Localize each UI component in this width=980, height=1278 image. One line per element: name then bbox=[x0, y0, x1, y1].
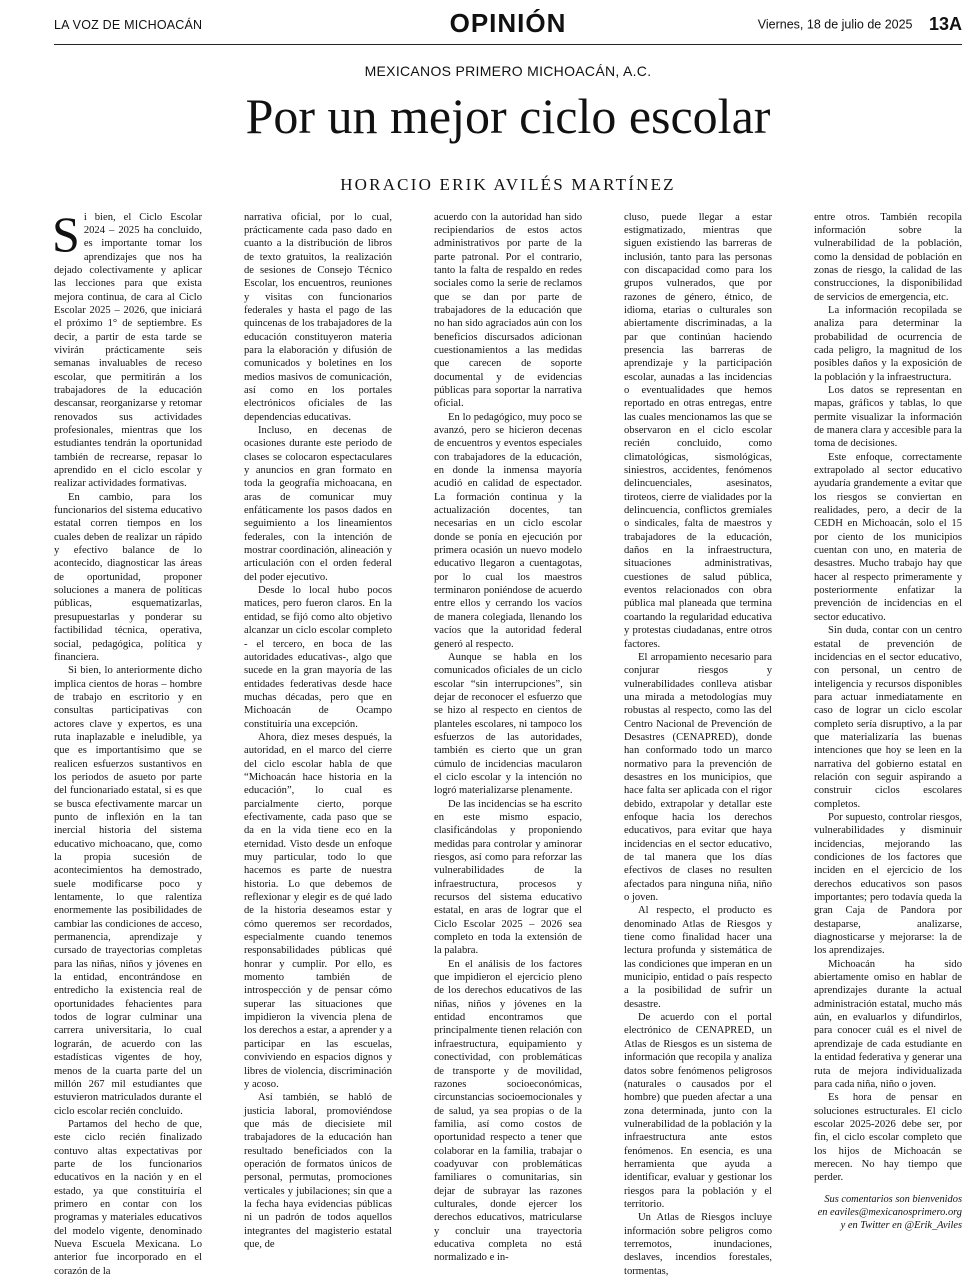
contact-email: en eaviles@mexicanosprimero.org bbox=[817, 1206, 962, 1218]
article-column-1 bbox=[52, 205, 202, 1277]
article-paragraph: De las incidencias se ha escrito en este mismo espacio, clasificándolas y proponiendo medidas para controlar y aminorar riesgos, así como para reforzar las vulnerabilidades de la infraestructura, procesos y recursos del sistema educativo estatal, en aras de lograr que el Ciclo Escolar 2025 – 2026 sea completo en toda la extensión de la palabra. bbox=[434, 798, 582, 957]
author-contact-note bbox=[814, 1193, 962, 1233]
article-paragraph: El arropamiento necesario para conjurar riesgos y vulnerabilidades conlleva atisbar una mirada a metodologías muy robustas al respecto, como las del Centro Nacional de Prevención de Desastres (CENAPRED), donde han conformado todo un marco normativo para la prevención de desastres en los municipios, que hace falta ser aplicada con el rigor debido, extrapolar y detallar este enfoque hacia los derechos educativos, para evitar que haya incidencias en el sector educativo, de tal manera que los días efectivos de clases no resulten afectados para ninguna niña, niño o joven. bbox=[624, 651, 772, 904]
article-paragraph: La información recopilada se analiza para determinar la probabilidad de ocurrencia de cada peligro, la magnitud de los posibles daños y la exposición de la población y la infraestructura. bbox=[814, 304, 962, 383]
article-paragraph: Así también, se habló de justicia laboral, promoviéndose que más de diecisiete mil trabajadores de la educación han resultado beneficiados con la operación de formatos únicos de personal, permutas, promociones verticales y jubilaciones; sin que a la fecha haya evidencias públicas ni un padrón de todos aquellos integrantes del magisterio estatal que, de bbox=[244, 1092, 392, 1250]
page-header bbox=[54, 6, 962, 45]
article-paragraph: Incluso, en decenas de ocasiones durante este periodo de clases se colocaron espectaculares y anuncios en gran formato en toda la geografía michoacana, en aras de comunicar muy enfáticamente los pasos dados en seguimiento a los lineamientos federales, con la intención de mostrar coordinación, alineación y articulación con el orden federal del poder ejecutivo. bbox=[244, 425, 392, 583]
article-paragraph: Aunque se habla en los comunicados oficiales de un ciclo escolar “sin interrupciones”, sin dejar de reconocer el esfuerzo que se hizo al respecto en cientos de planteles escolares, ni tampoco los esfuerzos de las autoridades, también es cierto que un gran cúmulo de incidencias macularon el ciclo escolar y la intención no logró materializarse plenamente. bbox=[434, 651, 582, 797]
issue-date: Viernes, 18 de julio de 2025 bbox=[757, 17, 913, 32]
article-kicker: MEXICANOS PRIMERO MICHOACÁN, A.C. bbox=[364, 63, 652, 79]
article-paragraph: Partamos del hecho de que, este ciclo recién finalizado contuvo altas expectativas por parte de los funcionarios educativos en la nación y en el estado, ya que constituiría el primero en contar con los programas y materiales educativos del modelo vigente, denominado Nueva Escuela Mexicana. Lo anterior fue incorporado en el corazón de la bbox=[54, 1118, 202, 1277]
article-column-2 bbox=[244, 211, 392, 1250]
article-column-3 bbox=[434, 211, 582, 1264]
article-column-5 bbox=[814, 211, 962, 1231]
contact-line: Sus comentarios son bienvenidos bbox=[824, 1193, 962, 1205]
article-paragraph: En cambio, para los funcionarios del sistema educativo estatal corren tiempos en los cuales deben de realizar un rápido y efectivo balance de lo acontecido, diagnosticar las áreas de oportunidad, proponer soluciones a manera de políticas públicas, esquematizarlas, presupuestarlas y ponderar su factibilidad técnica, operativa, social, pedagógica, política y financiera. bbox=[54, 491, 202, 663]
article-paragraph: Al respecto, el producto es denominado Atlas de Riesgos y tiene como finalidad hacer una lectura profunda y sistemática de las condiciones que imperan en un municipio, entidad o país respecto a la posibilidad de sufrir un desastre. bbox=[624, 905, 772, 1010]
article-paragraph: En el análisis de los factores que impidieron el ejercicio pleno de los derechos educativos de las niñas, niños y jóvenes en la entidad encontramos que principalmente tienen relación con infraestructura, equipamiento y conectividad, con problemáticas de transporte y de movilidad, razones socioeconómicas, circunstancias socioemocionales y de salud, ya sea propias o de la familia, así como costos de oportunidad respecto a tener que colaborar en la familia, trabajar o coadyuvar con problemáticas familiares o comunitarias, sin dejar de subrayar las razones culturales, donde ejercer los derechos educativos, matricularse y concluir una trayectoria educativa completa no está normalizado e in- bbox=[434, 958, 582, 1264]
article-paragraph: Los datos se representan en mapas, gráficos y tablas, lo que permite visualizar la información de manera clara y accesible para la toma de decisiones. bbox=[814, 384, 962, 450]
article-paragraph: cluso, puede llegar a estar estigmatizado, mientras que siguen existiendo las barreras de inclusión, tanto para las personas con discapacidad como para los grupos vulnerados, que por razones de género, étnico, de idioma, etarias o culturales son abiertamente discriminadas, a la par que continúan haciendo presencia las barreras de aprendizaje y la participación escolar, aunadas a las incidencias o eventualidades que hemos reportado en otras entregas, entre las cuales mencionamos las que se observaron en el ciclo escolar recién concluido, como climatológicas, sismológicas, siniestros, accidentes, fenómenos delincuenciales, asesinatos, tiroteos, cierre de vialidades por la delincuencia, conflictos gremiales o sindicales, falta de maestros y trabajadores de la educación, daños en la infraestructura, situaciones administrativas, cuestiones de salud pública, eventos relacionados con obra pública mal planeada que termina coartando la regularidad educativa y protestas ciudadanas, entre otros factores. bbox=[624, 211, 772, 650]
article-paragraph: Sin duda, contar con un centro estatal de prevención de incidencias en el sector educativo, con personal, un centro de inteligencia y recursos disponibles para actuar inmediatamente en caso de lograr un ciclo escolar completo sería disruptivo, a la par que materializaría las buenas intenciones que hoy se leen en la narrativa del gobierno estatal en relación con seguir aspirando a construir ciclos escolares completos. bbox=[814, 625, 962, 810]
article-paragraph: Desde lo local hubo pocos matices, pero fueron claros. En la entidad, se fijó como alto objetivo alcanzar un ciclo escolar completo - el tercero, en boca de las autoridades educativas-, algo que sucede en la gran mayoría de las entidades federativas desde hace muchas décadas, pero que en Michoacán de Ocampo constituiría una excepción. bbox=[244, 585, 392, 730]
article-paragraph: Ahora, diez meses después, la autoridad, en el marco del cierre del ciclo escolar habla de que “Michoacán hace historia en la educación”, lo cual es parcialmente cierto, porque efectivamente, cada paso que se da en la vida tiene eco en la eternidad. Visto desde un enfoque muy particular, todo lo que hacemos es parte de nuestra historia. Lo que debemos de reflexionar y elegir es de qué lado de la historia deseamos estar y cómo queremos ser recordados, especialmente cuando tenemos responsabilidades públicas qué honrar y cumplir. Por ello, es momento también de introspección y de pensar cómo superar las situaciones que impidieron la vivencia plena de los derechos a estar, a aprender y a participar en las escuelas, conviviendo en espacios dignos y libres de violencia, discriminación y acoso. bbox=[244, 731, 392, 1090]
article-paragraph: Michoacán ha sido abiertamente omiso en hablar de aprendizajes durante la actual administración estatal, mucho más aún, en evaluarlos y difundirlos, para conocer cuál es el nivel de aprendizaje de cada estudiante en la entidad federativa y generar una ruta de mejora individualizada para cada niña, niño o joven. bbox=[814, 958, 962, 1090]
header-meta bbox=[758, 14, 962, 35]
article-paragraph: entre otros. También recopila información sobre la vulnerabilidad de la población, como la densidad de población en zonas de riesgo, la calidad de las construcciones, la disponibilidad de servicios de emergencia, etc. bbox=[814, 211, 962, 303]
article-paragraph: Un Atlas de Riesgos incluye información sobre peligros como terremotos, inundaciones, deslaves, incendios forestales, tormentas, bbox=[624, 1212, 772, 1277]
article-paragraph: Si bien, el Ciclo Escolar 2024 – 2025 ha concluido, es importante tomar los aprendizajes que nos ha dejado colectivamente y aplicar las lecciones para que exista mejora continua, de cara al Ciclo Escolar 2025 – 2026, que iniciará el próximo 1° de septiembre. Es decir, a partir de esta tarde se vivirán prácticamente seis semanas invaluables de receso escolar, que permitirán a los trabajadores de la educación descansar, reorganizarse y retomar renovados sus actividades profesionales, mientras que los estudiantes tendrán la oportunidad también de recrearse, repasar lo aprendido en el ciclo escolar y realizar actividades formativas. bbox=[52, 205, 202, 490]
article-paragraph: Por supuesto, controlar riesgos, vulnerabilidades y disminuir incidencias, mejorando las condiciones de los factores que inciden en el ejercicio de los derechos educativos son pasos importantes; pero todavía queda la gran Caja de Pandora por destaparse, analizarse, diagnosticarse y mejorarse: la de los aprendizajes. bbox=[814, 811, 962, 957]
article-paragraph: En lo pedagógico, muy poco se avanzó, pero se hicieron decenas de encuentros y eventos especiales con trabajadores de la educación, en donde la inmensa mayoría acudió en calidad de espectador. La formación continua y la actualización docentes, tan necesarias en un ciclo escolar donde se ponía en ejecución por primera ocasión un nuevo modelo educativo llegaron a cuentagotas, por lo cual los maestros terminaron poniéndose de acuerdo entre ellos y cerrando los vacíos de manera colegiada, llenando los vacíos que la autoridad federal generó al respecto. bbox=[434, 411, 582, 650]
newspaper-page bbox=[0, 6, 980, 1277]
article-paragraph: narrativa oficial, por lo cual, prácticamente cada paso dado en cuanto a la distribución de libros de texto gratuitos, la realización de sesiones de Consejo Técnico Escolar, los encuentros, reuniones y visitas con funcionarios federales y hasta el pago de las quincenas de los trabajadores de la educación constituyeron materia para la elaboración y difusión de comunicados y boletines en los medios masivos de comunicación, así como en los portales electrónicos oficiales de las dependencias educativas. bbox=[244, 211, 392, 423]
article-paragraph: Es hora de pensar en soluciones estructurales. El ciclo escolar 2025-2026 debe ser, por fin, el ciclo escolar completo que los hijos de Michoacán se merecen. No hay tiempo que perder. bbox=[814, 1092, 962, 1184]
article-paragraph: Si bien, lo anteriormente dicho implica cientos de horas – hombre de trabajo en escritorio y en consultas participativas con actores clave y expertos, es una ruta inaplazable e ineludible, ya que es importantísimo que se realicen esfuerzos sustantivos en los periodos de asueto por parte del funcionariado estatal, si es que se busca efectivamente marcar un punto de inflexión en la tan inercial historia del sistema educativo michoacano, que, como la propia sucesión de acontecimientos ha demostrado, suele modificarse poco y lentamente, lo que ralentiza enormemente las posibilidades de cambiar las condiciones de acceso, permanencia, aprendizaje y cursado de trayectorias completas para las niñas, niños y jóvenes en la entidad, encontrándose en entredicho la existencia real de oportunidades fehacientes para todos de lograr culminar una carrera universitaria, lo cual lograrán, de acuerdo con las estadísticas vigentes de hoy, menos de la cuarta parte del un millón 267 mil estudiantes que estuvieron matriculados durante el ciclo escolar recién concluido. bbox=[54, 665, 202, 1117]
article-body bbox=[52, 205, 962, 1277]
section-title: OPINIÓN bbox=[449, 8, 567, 38]
article-headline: Por un mejor ciclo escolar bbox=[245, 88, 771, 144]
article-paragraph: De acuerdo con el portal electrónico de CENAPRED, un Atlas de Riesgos es un sistema de información que recopila y analiza datos sobre fenómenos peligrosos (naturales o causados por el hombre) que pueden afectar a una zona determinada, junto con la vulnerabilidad de la población y la infraestructura ante estos fenómenos. En esencia, es una herramienta que ayuda a identificar, evaluar y gestionar los riesgos para la población y el territorio. bbox=[624, 1012, 772, 1210]
article-author: HORACIO ERIK AVILÉS MARTÍNEZ bbox=[340, 174, 676, 194]
publication-name: LA VOZ DE MICHOACÁN bbox=[54, 18, 203, 32]
article-column-4 bbox=[624, 211, 772, 1277]
article-paragraph: Este enfoque, correctamente extrapolado al sector educativo ayudaría grandemente a evitar que los riesgos se conviertan en realidades, pero, a decir de la CEDH en Michoacán, solo el 15 por ciento de los municipios cuentan con uno, en materia de desastres. Mucho trabajo hay que hacer al respecto primeramente y posteriormente enfatizar la prevención de incidencias en el sector educativo. bbox=[814, 451, 962, 623]
contact-twitter: y en Twitter en @Erik_Aviles bbox=[840, 1220, 962, 1231]
page-number: 13A bbox=[928, 14, 962, 34]
article-paragraph: acuerdo con la autoridad han sido recipiendarios de estos actos administrativos por parte de la parte patronal. Por el contrario, tanto la falta de respaldo en redes sociales como la serie de reclamos que se dan por parte de trabajadores de la educación que no han sido agraciados aún con los beneficios discursados adicionan cuestionamientos a las medidas que carecen de soporte documental y de evidencias públicas para soportar la narrativa oficial. bbox=[434, 211, 582, 410]
drop-cap: S bbox=[52, 205, 80, 262]
